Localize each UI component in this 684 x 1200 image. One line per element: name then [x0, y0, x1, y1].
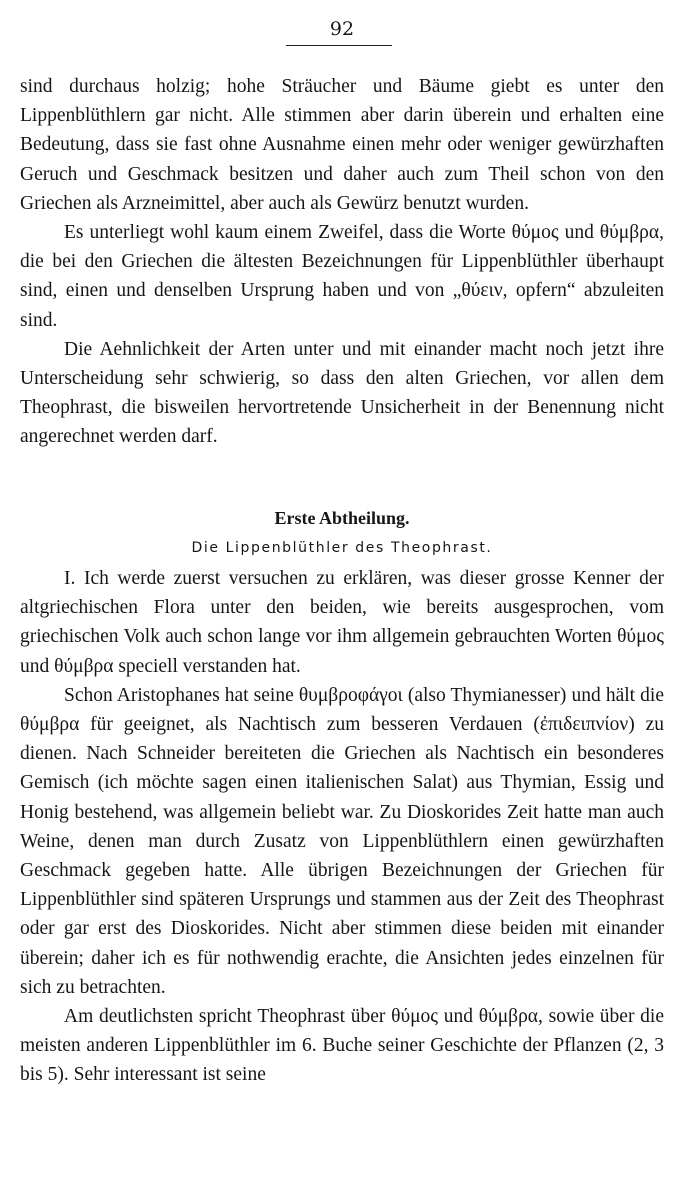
- paragraph-6: Am deutlichsten spricht Theophrast über θύμος und θύμβρα, sowie über die meisten anderen Lippenblüthler im 6. Buche seiner Geschichte der Pflanzen (2, 3 bis 5). Sehr interessant ist seine: [20, 1006, 664, 1086]
- paragraph-4: I. Ich werde zuerst versuchen zu erklären, was dieser grosse Kenner der altgriechischen Flora unter den beiden, wie bereits ausgesprochen, vom griechischen Volk auch schon lange vor ihm allgemein gebrauchten Worten θύμος und θύμβρα speciell verstanden hat.: [20, 568, 664, 677]
- section-subheading: Die Lippenblüthler des Theophrast.: [191, 540, 493, 556]
- page-number: 92: [329, 18, 355, 40]
- section-heading: Erste Abtheilung.: [274, 508, 410, 528]
- header-rule: [286, 45, 392, 46]
- bottom-text-block: [20, 564, 664, 1090]
- paragraph-2: Es unterliegt wohl kaum einem Zweifel, dass die Worte θύμος und θύμβρα, die bei den Griechen die ältesten Bezeichnungen für Lippenblüthler überhaupt sind, einen und denselben Ursprung haben und von „θύειν, opfern“ abzuleiten sind.: [20, 222, 664, 331]
- paragraph-3: Die Aehnlichkeit der Arten unter und mit einander macht noch jetzt ihre Unterscheidung sehr schwierig, so dass den alten Griechen, vor allen dem Theophrast, die bisweilen hervortretende Unsicherheit in der Benennung nicht angerechnet werden darf.: [20, 338, 664, 448]
- top-text-block: [20, 72, 664, 452]
- paragraph-1: sind durchaus holzig; hohe Sträucher und Bäume giebt es unter den Lippenblüthlern gar nicht. Alle stimmen aber darin überein und erhalten eine Bedeutung, dass sie fast ohne Ausnahme einen mehr oder weniger gewürzhaften Geruch und Geschmack besitzen und daher auch zum Theil schon von den Griechen als Arzneimittel, aber auch als Gewürz benutzt wurden.: [20, 76, 664, 214]
- paragraph-5: Schon Aristophanes hat seine θυμβροφάγοι (also Thymianesser) und hält die θύμβρα für geeignet, als Nachtisch zum besseren Verdauen (ἐπιδειπνίον) zu dienen. Nach Schneider bereiteten die Griechen als Nachtisch ein besonderes Gemisch (ich möchte sagen einen italienischen Salat) aus Thymian, Essig und Honig bestehend, was allgemein beliebt war. Zu Dioskorides Zeit hatte man auch Weine, denen man durch Zusatz von Lippenblüthlern einen gewürzhaften Geschmack gegeben hatte. Alle übrigen Bezeichnungen der Griechen für Lippenblüthler sind späteren Ursprungs und stammen aus der Zeit des Theophrast oder gar erst des Dioskorides. Nicht aber stimmen diese beiden mit einander überein; daher ich es für nothwendig erachte, die Ansichten jedes einzelnen für sich zu betrachten.: [20, 684, 664, 998]
